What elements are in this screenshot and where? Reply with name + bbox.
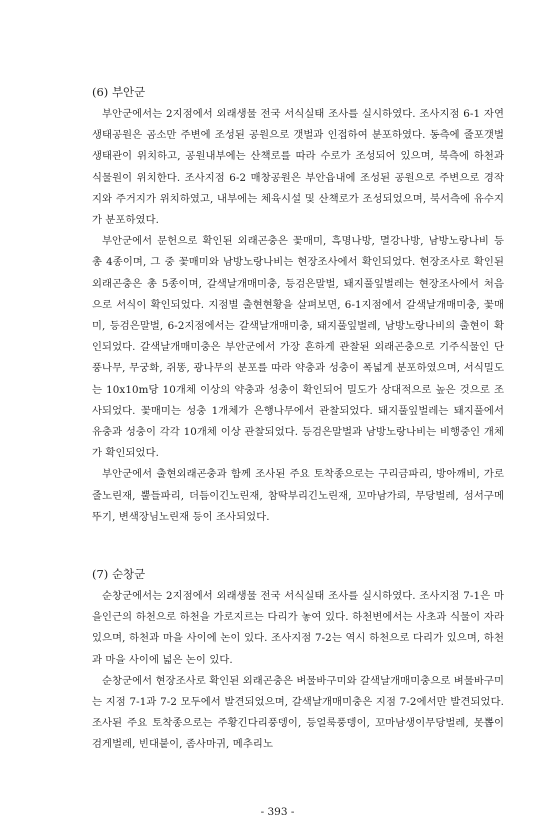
paragraph: 순창군에서는 2지점에서 외래생물 전국 서식실태 조사를 실시하였다. 조사지점 7-1은 마을인근의 하천으로 하천을 가로지르는 다리가 놓여 있다. 하천변에서는 사초과 식물이 자라 있으며, 하천과 마을 사이에 논이 있다. 조사지점 7-2는 역시 하천으로 다리가 있으며, 하천과 마을 사이에 넓은 논이 있다. xyxy=(92,590,504,666)
paragraph: 부안군에서 출현외래곤충과 함께 조사된 주요 토착종으로는 구리금파리, 방아깨비, 가로줄노린재, 뿔들파리, 더듬이긴노린재, 참딱부리긴노린재, 꼬마남가뢰, 무당벌레, 섬서구메뚜기, 변색장님노린재 등이 조사되었다. xyxy=(92,468,504,523)
paragraph: 순창군에서 현장조사로 확인된 외래곤충은 벼물바구미와 갈색날개매미충으로 벼물바구미는 지점 7-1과 7-2 모두에서 발견되었으며, 갈색날개매미충은 지점 7-2에서만 발견되었다. 조사된 주요 토착종으로는 주황긴다리풍뎅이, 등얼룩풍뎅이, 꼬마남생이무당벌레, 못뽑이검게벌레, 빈대붙이, 좀사마귀, 메추리노 xyxy=(92,674,505,751)
section-buan xyxy=(92,84,504,528)
paragraph: 부안군에서 문헌으로 확인된 외래곤충은 꽃매미, 흑명나방, 멸강나방, 남방노랑나비 등 총 4종이며, 그 중 꽃매미와 남방노랑나비는 현장조사에서 확인되었다. 현장조사로 확인된 외래곤충은 총 5종이며, 갈색날개매미충, 등검은말벌, 돼지풀잎벌레는 현장조사에서 처음으로 서식이 확인되었다. 지점별 출현현황을 살펴보면, 6-1지점에서 갈색날개매미충, 꽃매미, 등검은말벌, 6-2지점에서는 갈색날개매미충, 돼지풀잎벌레, 남방노랑나비의 출현이 확인되었다. 갈색날개매미충은 부안군에서 가장 흔하게 관찰된 외래곤충으로 기주식물인 단풍나무, 무궁화, 쥐똥, 광나무의 분포를 따라 약충과 성충이 폭넓게 분포하였으며, 서식밀도는 10x10m당 10개체 이상의 약충과 성충이 확인되어 밀도가 상대적으로 높은 것으로 조사되었다. 꽃매미는 성충 1개체가 은행나무에서 관찰되었다. 돼지풀잎벌레는 돼지풀에서 유충과 성충이 각각 10개체 이상 관찰되었다. 등검은말벌과 남방노랑나비는 비행중인 개체가 확인되었다. xyxy=(92,235,504,460)
section-heading: (6) 부안군 xyxy=(92,85,146,99)
paragraph: 부안군에서는 2지점에서 외래생물 전국 서식실태 조사를 실시하였다. 조사지점 6-1 자연생태공원은 곰소만 주변에 조성된 공원으로 갯벌과 인접하여 분포하였다. 동측에 줄포갯벌생태관이 위치하고, 공원내부에는 산책로를 따라 수로가 조성되어 있으며, 북측에 하천과 식물원이 위치한다. 조사지점 6-2 매창공원은 부안읍내에 조성된 공원으로 주변으로 경작지와 주거지가 위치하였고, 내부에는 체육시설 및 산책로가 조성되었으며, 북서측에 유수지가 분포하였다. xyxy=(92,108,504,227)
page-number: - 393 - xyxy=(260,806,295,818)
section-sunchang xyxy=(92,566,504,756)
section-heading: (7) 순창군 xyxy=(92,567,146,581)
